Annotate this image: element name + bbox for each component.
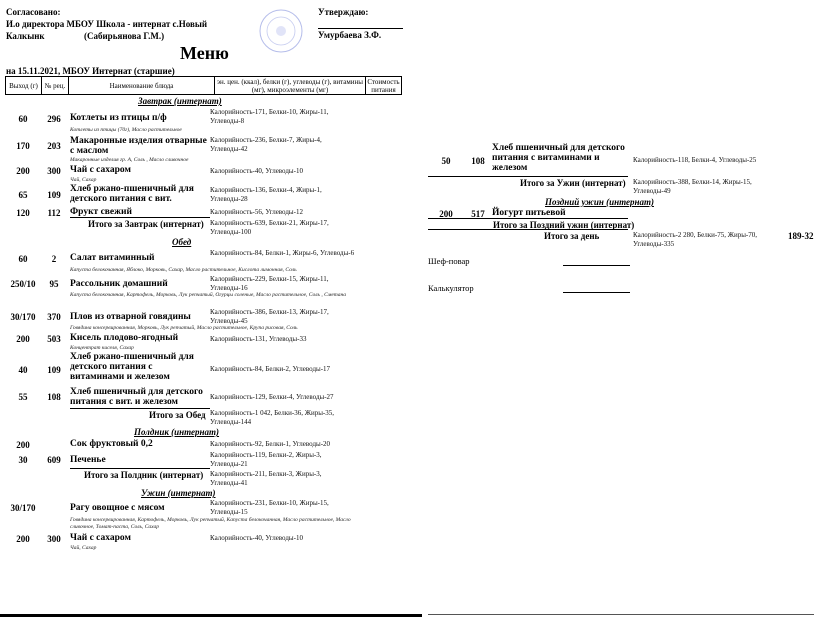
row-ingredients: Котлеты из птицы (70г), Масло растительное bbox=[70, 127, 182, 133]
row-recipe: 503 bbox=[47, 334, 61, 344]
row-nutrition: Калорийность-131, Углеводы-33 bbox=[210, 335, 307, 343]
row-dish: Салат витаминный bbox=[70, 253, 155, 263]
row-nutrition: Калорийность-84, Белки-1, Жиры-6, Углеводы-6 bbox=[210, 249, 355, 257]
approve-label: Утверждаю: bbox=[318, 7, 369, 17]
row-output: 200 bbox=[16, 334, 30, 344]
agreed-label: Согласовано: bbox=[6, 7, 61, 17]
total-day-nutrition: Калорийность-2 280, Белки-75, Жиры-70, Углеводы-335 bbox=[633, 231, 757, 248]
row-recipe: 109 bbox=[47, 190, 61, 200]
total-lunch: Итого за Обед bbox=[149, 410, 206, 420]
page-bottom-rule bbox=[0, 614, 422, 617]
divider bbox=[70, 408, 210, 409]
col-recipe: № рец. bbox=[42, 77, 69, 95]
row-nutrition: Калорийность-56, Углеводы-12 bbox=[210, 208, 303, 216]
col-output: Выход (г) bbox=[6, 77, 42, 95]
row-nutrition: Калорийность-231, Белки-10, Жиры-15, Углеводы-15 bbox=[210, 499, 329, 516]
section-snack: Полдник (интернат) bbox=[134, 427, 220, 437]
calc-label: Калькулятор bbox=[428, 283, 474, 293]
agreed-line2b: (Сабирьянова Г.М.) bbox=[84, 31, 165, 41]
row-recipe: 203 bbox=[47, 141, 61, 151]
col-nutrition: эн. цен. (ккал), белки (г), углеводы (г), витамины (мг), микроэлементы (мг) bbox=[215, 77, 366, 95]
page-title: Меню bbox=[180, 43, 229, 63]
row-ingredients: Чай, Сахар bbox=[70, 545, 97, 551]
total-lunch-nutrition: Калорийность-1 042, Белки-36, Жиры-35, Углеводы-144 bbox=[210, 409, 334, 426]
row-output: 30/170 bbox=[10, 503, 36, 513]
row-recipe: 370 bbox=[47, 312, 61, 322]
row-nutrition: Калорийность-84, Белки-2, Углеводы-17 bbox=[210, 365, 331, 373]
row-nutrition: Калорийность-92, Белки-1, Углеводы-20 bbox=[210, 440, 331, 448]
row-dish: Макаронные изделия отварные с маслом bbox=[70, 136, 207, 156]
page-subtitle: на 15.11.2021, МБОУ Интернат (старшие) bbox=[6, 66, 175, 76]
row-nutrition: Калорийность-171, Белки-10, Жиры-11, Углеводы-8 bbox=[210, 108, 329, 125]
total-day-cost: 189-32 bbox=[788, 231, 814, 241]
row-output: 60 bbox=[18, 114, 28, 124]
row-output: 250/10 bbox=[10, 279, 36, 289]
row-recipe: 112 bbox=[47, 208, 61, 218]
row-ingredients: Макаронные изделия гр. А, Соль , Масло сливочное bbox=[70, 157, 189, 163]
section-late-dinner: Поздний ужин (интернат) bbox=[545, 197, 654, 207]
row-ingredients: Капуста белокочанная, Яблоко, Морковь, Сахар, Масло растительное, Кислота лимонная, Соль bbox=[70, 267, 297, 273]
approve-name: Умурбаева З.Ф. bbox=[318, 30, 382, 40]
row-dish: Сок фруктовый 0,2 bbox=[70, 439, 153, 449]
row-dish: Хлеб ржано-пшеничный для детского питания с вит. bbox=[70, 184, 194, 204]
row-output: 200 bbox=[16, 166, 30, 176]
menu-table-header bbox=[5, 76, 402, 95]
row-nutrition: Калорийность-386, Белки-13, Жиры-17, Углеводы-45 bbox=[210, 308, 329, 325]
row-dish: Кисель плодово-ягодный bbox=[70, 333, 179, 343]
row-ingredients: Капуста белокочанная, Картофель, Морковь, Лук репчатый, Огурцы соленые, Масло растительное, Соль , Сметана bbox=[70, 292, 346, 298]
row-nutrition: Калорийность-236, Белки-7, Жиры-4, Углеводы-42 bbox=[210, 136, 322, 153]
row-recipe: 300 bbox=[47, 534, 61, 544]
row-recipe: 2 bbox=[51, 254, 57, 264]
row-dish: Чай с сахаром bbox=[70, 165, 131, 175]
row-output: 40 bbox=[18, 365, 28, 375]
row-ingredients: Концентрат киселя, Сахар bbox=[70, 345, 134, 351]
calc-signature-line bbox=[563, 292, 630, 293]
row-dish: Хлеб пшеничный для детского питания с витаминами и железом bbox=[492, 143, 625, 173]
row-recipe: 95 bbox=[49, 279, 59, 289]
row-dish: Плов из отварной говядины bbox=[70, 312, 191, 322]
row-recipe: 609 bbox=[47, 455, 61, 465]
section-breakfast: Завтрак (интернат) bbox=[138, 96, 222, 106]
row-ingredients: Чай, Сахар bbox=[70, 177, 97, 183]
divider bbox=[70, 468, 210, 469]
total-breakfast: Итого за Завтрак (интернат) bbox=[88, 219, 204, 229]
row-dish: Печенье bbox=[70, 455, 106, 465]
row-recipe: 108 bbox=[47, 392, 61, 402]
chef-label: Шеф-повар bbox=[428, 256, 470, 266]
total-breakfast-nutrition: Калорийность-639, Белки-21, Жиры-17, Углеводы-100 bbox=[210, 219, 329, 236]
row-output: 60 bbox=[18, 254, 28, 264]
total-snack-nutrition: Калорийность-211, Белки-3, Жиры-3, Углеводы-41 bbox=[210, 470, 322, 487]
divider bbox=[428, 176, 628, 177]
row-output: 30/170 bbox=[10, 312, 36, 322]
row-ingredients: Говядина консервированная, Морковь, Лук репчатый, Масло растительное, Крупа рисовая, Соль bbox=[70, 325, 298, 331]
row-output: 55 bbox=[18, 392, 28, 402]
total-late-dinner: Итого за Поздний ужин (интернат) bbox=[493, 220, 635, 230]
agreed-line1: И.о директора МБОУ Школа - интернат с.Новый bbox=[6, 19, 208, 29]
row-output: 170 bbox=[16, 141, 30, 151]
row-recipe: 109 bbox=[47, 365, 61, 375]
row-recipe: 517 bbox=[471, 209, 485, 219]
row-output: 50 bbox=[441, 156, 451, 166]
chef-signature-line bbox=[563, 265, 630, 266]
row-output: 200 bbox=[16, 534, 30, 544]
total-snack: Итого за Полдник (интернат) bbox=[84, 470, 204, 480]
row-ingredients: Говядина консервированная, Картофель, Морковь, Лук репчатый, Капуста белокочанная, Масло растительное, Масло сливочное, Томат-паста, Соль, Сахар bbox=[70, 517, 351, 530]
row-dish: Хлеб ржано-пшеничный для детского питания с витаминами и железом bbox=[70, 352, 194, 382]
divider bbox=[428, 218, 628, 219]
row-output: 200 bbox=[16, 440, 30, 450]
col-dish: Наименование блюда bbox=[69, 77, 215, 95]
row-dish: Фрукт свежий bbox=[70, 207, 132, 217]
total-dinner: Итого за Ужин (интернат) bbox=[520, 178, 626, 188]
row-recipe: 300 bbox=[47, 166, 61, 176]
row-dish: Йогурт питьевой bbox=[492, 208, 566, 218]
row-dish: Хлеб пшеничный для детского питания с вит. и железом bbox=[70, 387, 203, 407]
row-dish: Котлеты из птицы п/ф bbox=[70, 113, 167, 123]
total-dinner-nutrition: Калорийность-388, Белки-14, Жиры-15, Углеводы-49 bbox=[633, 178, 752, 195]
row-output: 120 bbox=[16, 208, 30, 218]
col-cost: Стоимость питания bbox=[367, 77, 400, 94]
row-dish: Чай с сахаром bbox=[70, 533, 131, 543]
row-output: 65 bbox=[18, 190, 28, 200]
stamp-seal bbox=[258, 8, 304, 54]
total-day: Итого за день bbox=[544, 231, 600, 241]
row-output: 30 bbox=[18, 455, 28, 465]
row-nutrition: Калорийность-40, Углеводы-10 bbox=[210, 167, 303, 175]
row-nutrition: Калорийность-119, Белки-2, Жиры-3, Углеводы-21 bbox=[210, 451, 322, 468]
row-recipe: 296 bbox=[47, 114, 61, 124]
section-dinner: Ужин (интернат) bbox=[141, 488, 216, 498]
divider bbox=[70, 217, 210, 218]
row-nutrition: Калорийность-118, Белки-4, Углеводы-25 bbox=[633, 156, 757, 164]
row-nutrition: Калорийность-229, Белки-15, Жиры-11, Углеводы-16 bbox=[210, 275, 329, 292]
row-dish: Рагу овощное с мясом bbox=[70, 503, 165, 513]
agreed-line2a: Калкынк bbox=[6, 31, 45, 41]
section-lunch: Обед bbox=[172, 237, 192, 247]
page-bottom-rule-right bbox=[428, 614, 814, 615]
row-nutrition: Калорийность-129, Белки-4, Углеводы-27 bbox=[210, 393, 334, 401]
row-output: 200 bbox=[439, 209, 453, 219]
row-dish: Рассольник домашний bbox=[70, 279, 168, 289]
approve-signature-line bbox=[318, 28, 403, 29]
divider bbox=[428, 229, 628, 230]
row-nutrition: Калорийность-40, Углеводы-10 bbox=[210, 534, 303, 542]
row-recipe: 108 bbox=[471, 156, 485, 166]
row-nutrition: Калорийность-136, Белки-4, Жиры-1, Углеводы-28 bbox=[210, 186, 322, 203]
